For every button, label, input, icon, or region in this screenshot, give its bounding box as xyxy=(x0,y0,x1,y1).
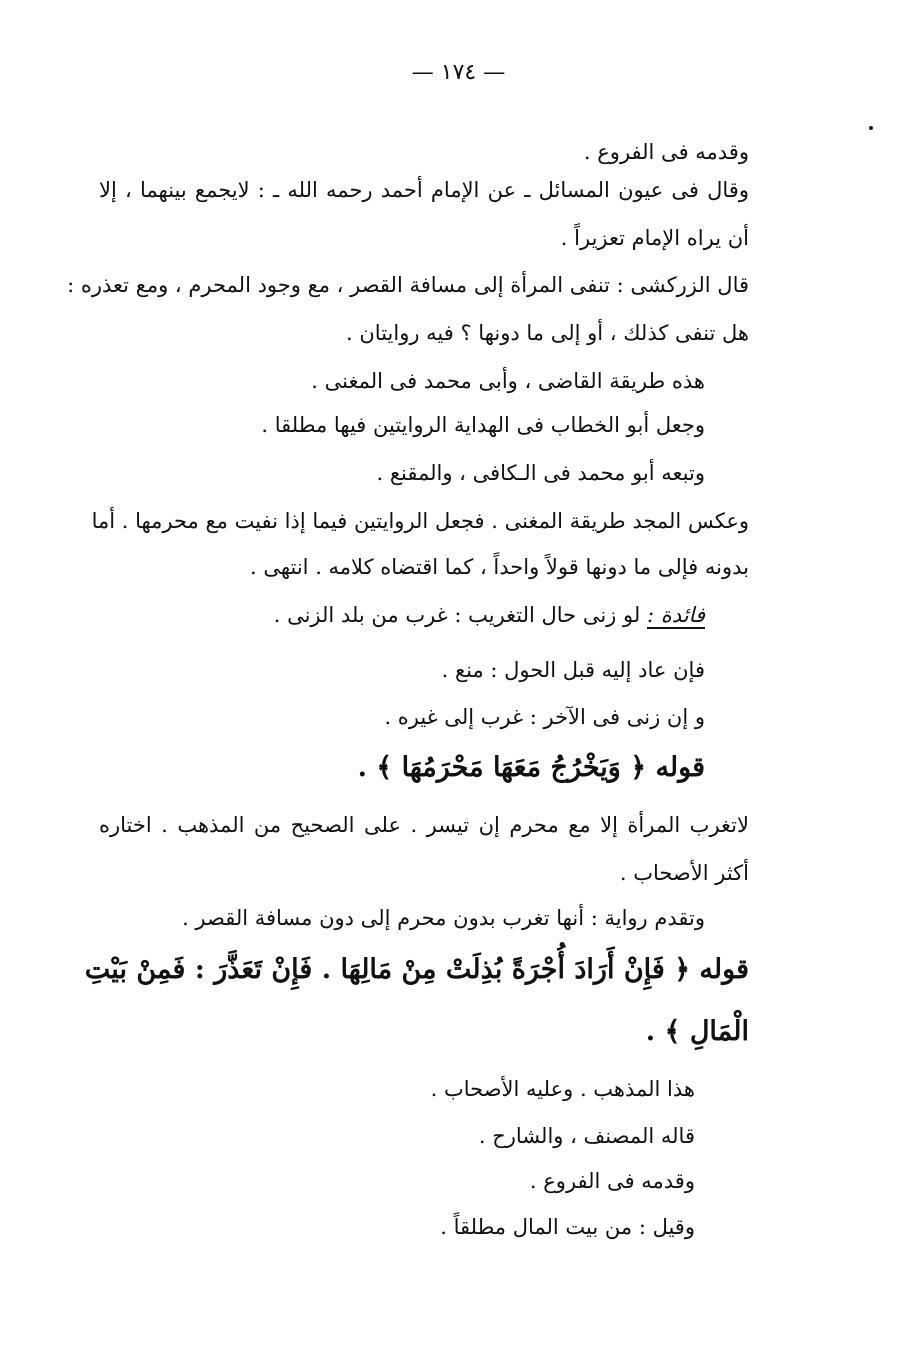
text-line: أكثر الأصحاب . xyxy=(619,861,749,885)
text-line: بدونه فإلى ما دونها قولاً واحداً ، كما اقتضاه كلامه . انتهى . xyxy=(249,555,749,579)
text-line: وقدمه فى الفروع . xyxy=(529,1169,695,1193)
text-line: قاله المصنف ، والشارح . xyxy=(478,1124,695,1148)
text-line: فإن عاد إليه قبل الحول : منع . xyxy=(441,658,705,682)
margin-dot xyxy=(869,126,873,130)
quote-heading: قوله ﴿ وَيَخْرُجُ مَعَهَا مَحْرَمُهَا ﴾ . xyxy=(357,752,705,783)
text-line: وعكس المجد طريقة المغنى . فجعل الروايتين فيما إذا نفيت مع محرمها . أما xyxy=(91,509,749,533)
benefit-label: فائدة : xyxy=(646,603,705,627)
text-line: وتبعه أبو محمد فى الـكافى ، والمقنع . xyxy=(376,461,705,485)
quote-heading: قوله ﴿ فَإِنْ أَرَادَ أُجْرَةً بُذِلَتْ مِنْ مَالِهَا . فَإِنْ تَعَذَّرَ : فَمِنْ بَيْتِ xyxy=(84,954,749,985)
page-number: — ١٧٤ — xyxy=(411,60,506,85)
text-line: وقيل : من بيت المال مطلقاً . xyxy=(440,1215,695,1239)
text-line: وتقدم رواية : أنها تغرب بدون محرم إلى دون مسافة القصر . xyxy=(182,906,705,930)
text-line: وجعل أبو الخطاب فى الهداية الروايتين فيها مطلقا . xyxy=(261,413,705,437)
text-line: وقال فى عيون المسائل ـ عن الإمام أحمد رحمه الله ـ : لايجمع بينهما ، إلا xyxy=(99,178,749,202)
text-line: هذه طريقة القاضى ، وأبى محمد فى المغنى . xyxy=(311,369,705,393)
text-line: قال الزركشى : تنفى المرأة إلى مسافة القصر ، مع وجود المحرم ، ومع تعذره : xyxy=(67,273,749,297)
text-line: لو زنى حال التغريب : غرب من بلد الزنى . xyxy=(273,603,641,627)
quote-heading: الْمَالِ ﴾ . xyxy=(645,1016,749,1047)
text-line: أن يراه الإمام تعزيراً . xyxy=(560,226,749,250)
benefit-note xyxy=(274,600,705,630)
text-line: هذا المذهب . وعليه الأصحاب . xyxy=(430,1077,695,1101)
text-line: و إن زنى فى الآخر : غرب إلى غيره . xyxy=(384,705,705,729)
text-line: هل تنفى كذلك ، أو إلى ما دونها ؟ فيه روايتان . xyxy=(346,321,749,345)
text-line: لاتغرب المرأة إلا مع محرم إن تيسر . على الصحيح من المذهب . اختاره xyxy=(99,813,749,837)
text-line: وقدمه فى الفروع . xyxy=(583,140,749,164)
